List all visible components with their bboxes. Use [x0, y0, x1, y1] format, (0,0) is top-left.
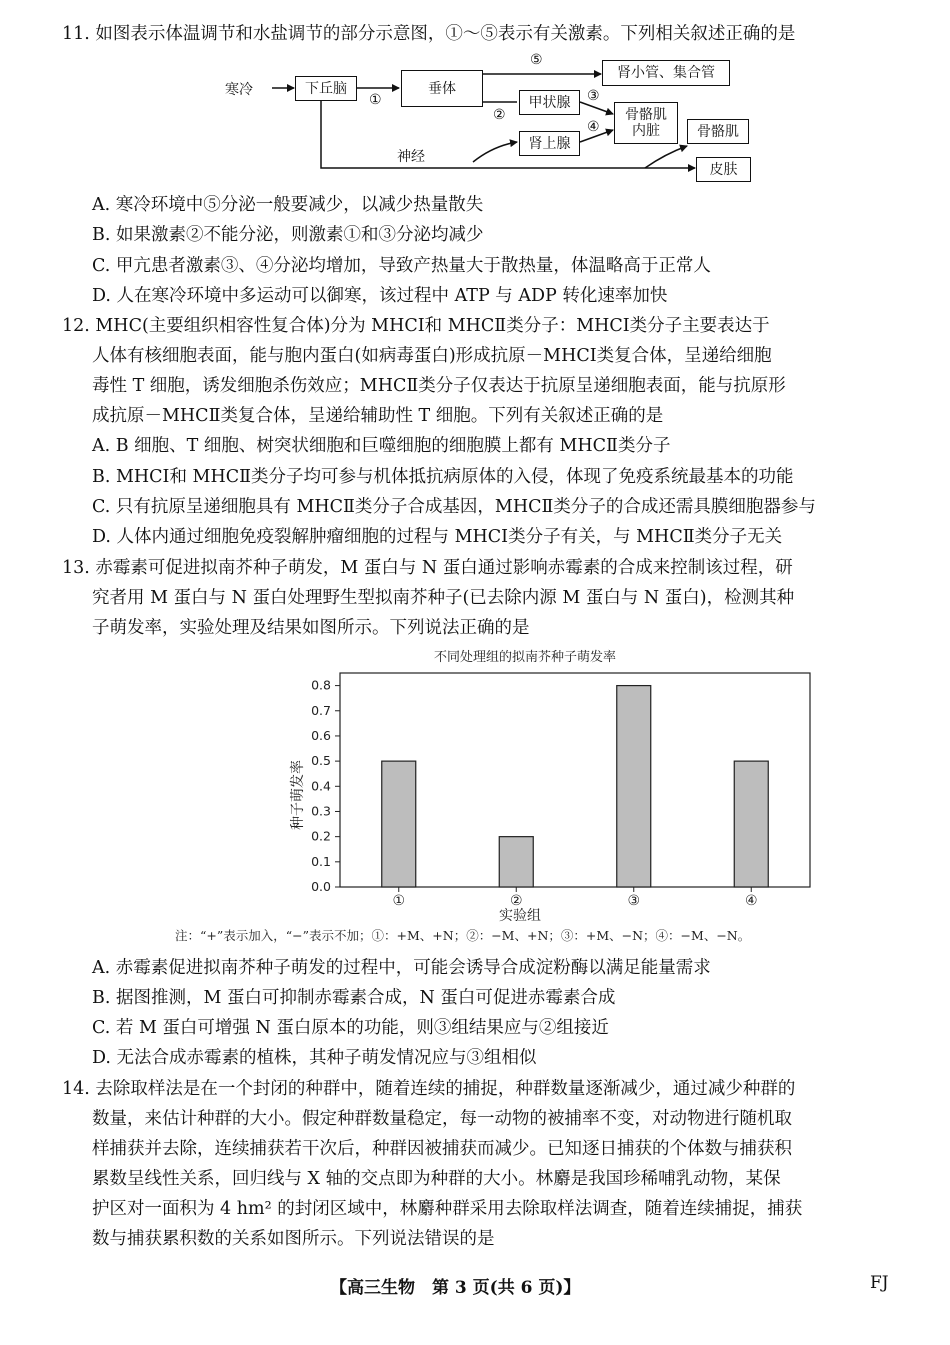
q13-option-d: D. 无法合成赤霉素的植株，其种子萌发情况应与③组相似 — [92, 1048, 537, 1068]
q14-stem-line-5: 护区对一面积为 4 hm² 的封闭区域中，林麝种群采用去除取样法调查，随着连续捕捉，捕获 — [92, 1199, 803, 1219]
skin-box: 皮肤 — [696, 157, 751, 182]
q13-stem-line-2: 究者用 M 蛋白与 N 蛋白处理野生型拟南芥种子(已去除内源 M 蛋白与 N 蛋白)，检测其种 — [92, 588, 795, 608]
y-tick-label: 0.8 — [311, 677, 331, 693]
q11-option-d: D. 人在寒冷环境中多运动可以御寒，该过程中 ATP 与 ADP 转化速率加快 — [92, 286, 668, 306]
q13-option-a: A. 赤霉素促进拟南芥种子萌发的过程中，可能会诱导合成淀粉酶以满足能量需求 — [92, 958, 711, 978]
q13-option-c: C. 若 M 蛋白可增强 N 蛋白原本的功能，则③组结果应与②组接近 — [92, 1018, 609, 1038]
q14-stem-line-4: 累数呈线性关系，回归线与 X 轴的交点即为种群的大小。林麝是我国珍稀哺乳动物，某保 — [92, 1169, 781, 1189]
skeletal-muscle-box: 骨骼肌 — [687, 119, 749, 144]
kidney-tubule-box: 肾小管、集合管 — [602, 60, 730, 86]
y-tick-label: 0.3 — [311, 803, 331, 819]
x-tick-label: ① — [392, 893, 406, 909]
page-footer: 【高三生物 第 3 页(共 6 页)】 — [330, 1278, 581, 1298]
hormone-3-label: ③ — [587, 88, 600, 104]
q11-stem: 11. 如图表示体温调节和水盐调节的部分示意图，①～⑤表示有关激素。下列相关叙述正确的是 — [62, 24, 796, 44]
q11-option-a: A. 寒冷环境中⑤分泌一般要减少，以减少热量散失 — [92, 195, 484, 215]
y-tick-label: 0.5 — [311, 753, 331, 769]
cold-label: 寒冷 — [225, 82, 253, 98]
q12-stem-line-3: 毒性 T 细胞，诱发细胞杀伤效应；MHCⅡ类分子仅表达于抗原呈递细胞表面，能与抗原形 — [92, 376, 786, 396]
q11-option-c: C. 甲亢患者激素③、④分泌均增加，导致产热量大于散热量，体温略高于正常人 — [92, 256, 711, 276]
q12-stem-line-1: 12. MHC(主要组织相容性复合体)分为 MHCⅠ和 MHCⅡ类分子：MHCⅠ类分子主要表达于 — [62, 316, 770, 336]
bar — [734, 761, 768, 887]
y-tick-label: 0.1 — [311, 853, 331, 869]
x-tick-label: ③ — [627, 893, 641, 909]
y-tick-label: 0.2 — [311, 828, 331, 844]
muscle-organ-box — [614, 102, 678, 144]
chart-title: 不同处理组的拟南芥种子萌发率 — [433, 650, 617, 665]
y-tick-label: 0.6 — [311, 727, 331, 743]
hypothalamus-box: 下丘脑 — [295, 76, 357, 101]
q12-option-d: D. 人体内通过细胞免疫裂解肿瘤细胞的过程与 MHCⅠ类分子有关，与 MHCⅡ类分子无关 — [92, 527, 783, 547]
hormone-5-label: ⑤ — [530, 52, 543, 68]
nerve-label: 神经 — [397, 149, 425, 165]
q13-stem-line-1: 13. 赤霉素可促进拟南芥种子萌发，M 蛋白与 N 蛋白通过影响赤霉素的合成来控制该过程，研 — [62, 558, 793, 578]
chart-x-label: 实验组 — [499, 908, 541, 924]
y-tick-label: 0.0 — [311, 879, 331, 894]
bar — [382, 761, 416, 887]
organ-label: 内脏 — [632, 123, 660, 139]
q11-option-b: B. 如果激素②不能分泌，则激素①和③分泌均减少 — [92, 225, 484, 245]
q14-stem-line-3: 样捕获并去除，连续捕获若干次后，种群因被捕获而减少。已知逐日捕获的个体数与捕获积 — [92, 1139, 792, 1159]
q13-option-b: B. 据图推测，M 蛋白可抑制赤霉素合成，N 蛋白可促进赤霉素合成 — [92, 988, 616, 1008]
y-tick-label: 0.7 — [311, 702, 331, 718]
bar — [499, 837, 533, 887]
bar — [617, 686, 651, 887]
q12-stem-line-2: 人体有核细胞表面，能与胞内蛋白(如病毒蛋白)形成抗原－MHCⅠ类复合体，呈递给细胞 — [92, 346, 772, 366]
q12-option-b: B. MHCⅠ和 MHCⅡ类分子均可参与机体抵抗病原体的入侵，体现了免疫系统最基本的功能 — [92, 467, 794, 487]
footer-code: FJ — [870, 1273, 889, 1293]
q14-stem-line-1: 14. 去除取样法是在一个封闭的种群中，随着连续的捕捉，种群数量逐渐减少，通过减少种群的 — [62, 1079, 796, 1099]
q13-chart-note: 注：“+”表示加入，“−”表示不加；①：+M、+N；②：−M、+N；③：+M、−N；④：−M、−N。 — [175, 928, 751, 943]
hormone-2-label: ② — [493, 107, 506, 123]
x-tick-label: ④ — [744, 893, 758, 909]
q11-diagram — [225, 50, 765, 190]
q14-stem-line-2: 数量，来估计种群的大小。假定种群数量稳定，每一动物的被捕率不变，对动物进行随机取 — [92, 1109, 792, 1129]
germination-bar-chart — [175, 645, 825, 925]
thyroid-box: 甲状腺 — [519, 90, 580, 115]
hormone-1-label: ① — [369, 92, 382, 108]
q12-stem-line-4: 成抗原－MHCⅡ类复合体，呈递给辅助性 T 细胞。下列有关叙述正确的是 — [92, 406, 664, 426]
chart-y-label: 种子萌发率 — [290, 760, 306, 830]
y-tick-label: 0.4 — [311, 778, 331, 794]
q14-stem-line-6: 数与捕获累积数的关系如图所示。下列说法错误的是 — [92, 1229, 495, 1249]
pituitary-box: 垂体 — [401, 70, 483, 107]
muscle-label: 骨骼肌 — [625, 107, 667, 123]
x-tick-label: ② — [509, 893, 523, 909]
q12-option-a: A. B 细胞、T 细胞、树突状细胞和巨噬细胞的细胞膜上都有 MHCⅡ类分子 — [92, 436, 671, 456]
q13-stem-line-3: 子萌发率，实验处理及结果如图所示。下列说法正确的是 — [92, 618, 530, 638]
adrenal-box: 肾上腺 — [519, 131, 580, 156]
q12-option-c: C. 只有抗原呈递细胞具有 MHCⅡ类分子合成基因，MHCⅡ类分子的合成还需具膜细胞器参与 — [92, 497, 816, 517]
hormone-4-label: ④ — [587, 119, 600, 135]
